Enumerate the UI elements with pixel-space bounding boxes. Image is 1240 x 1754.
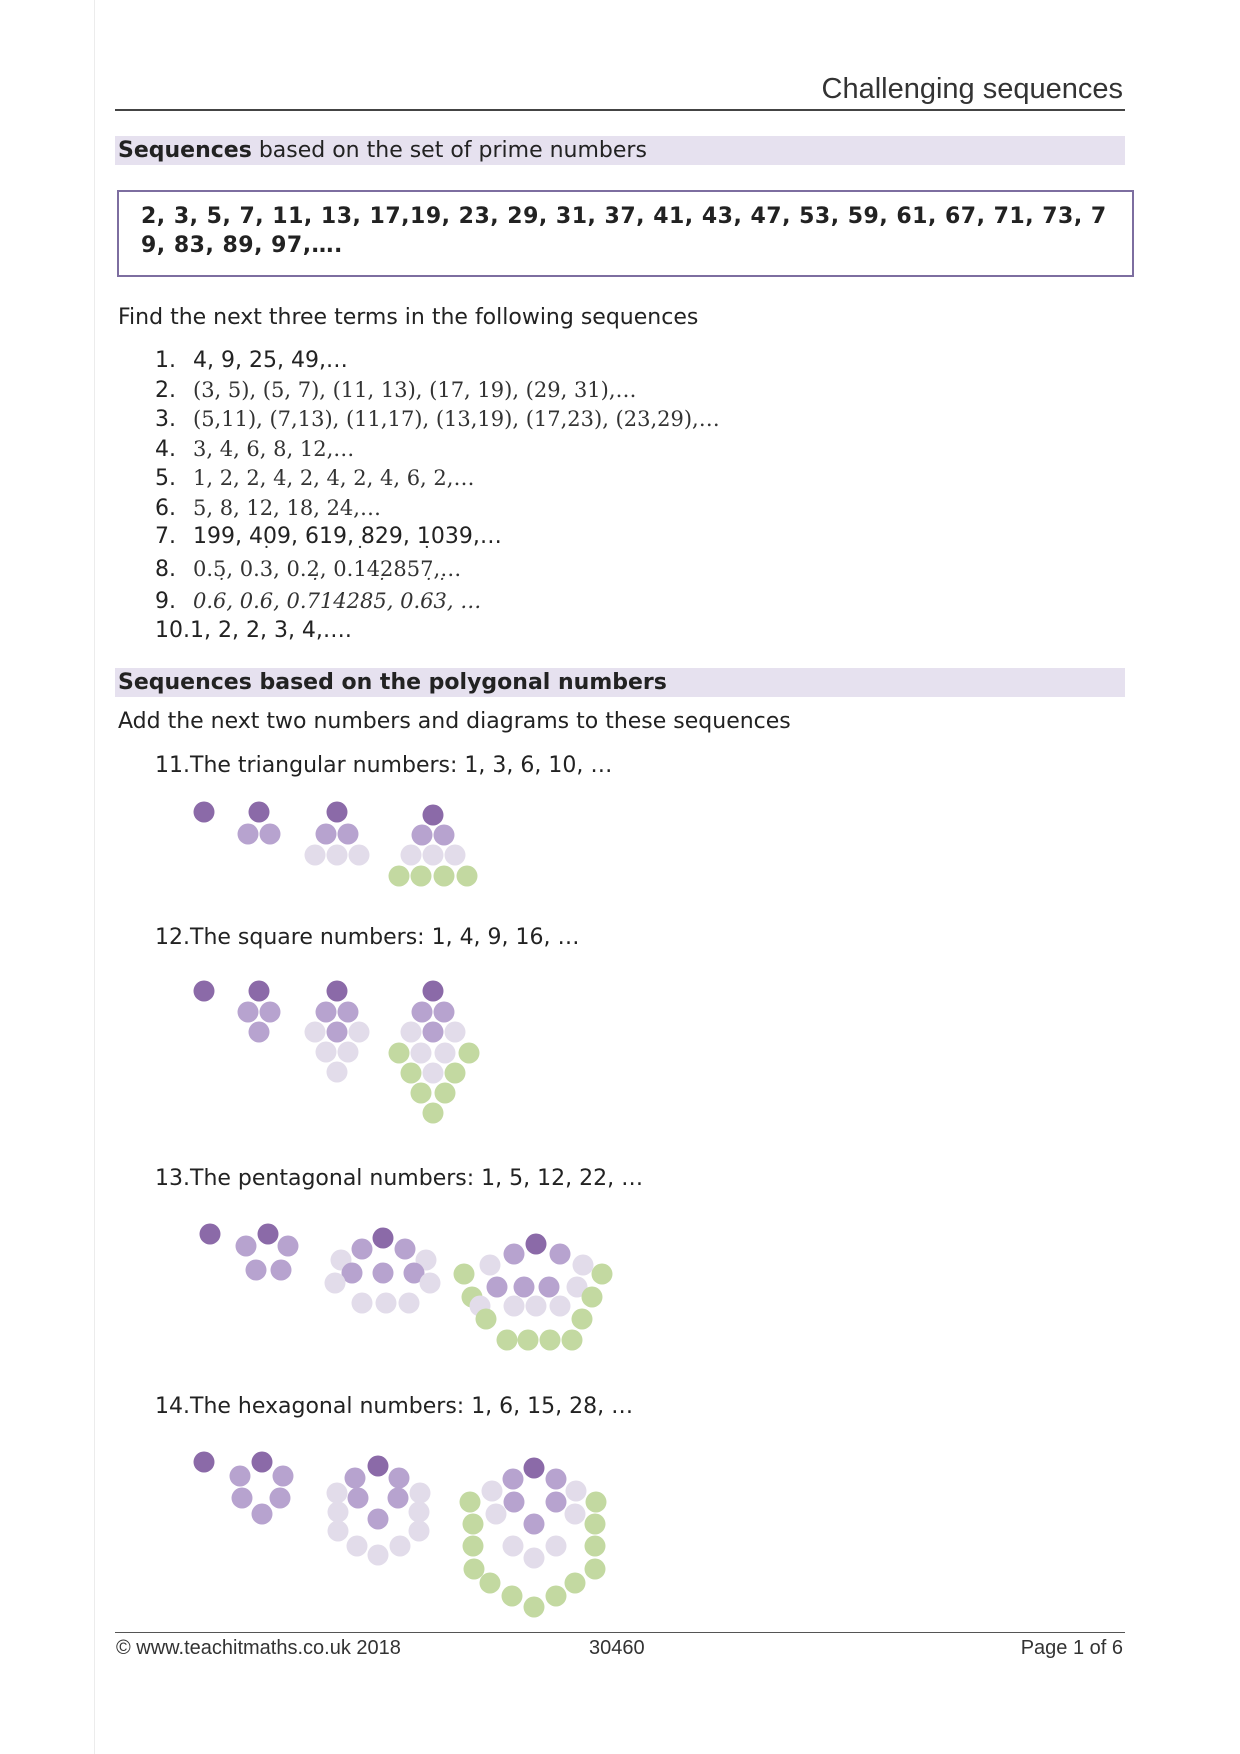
question-14: 14.The hexagonal numbers: 1, 6, 15, 28, … xyxy=(155,1394,634,1419)
dot xyxy=(249,1022,270,1043)
dot xyxy=(349,845,370,866)
dot xyxy=(566,1481,587,1502)
question-7: 7. 199, 409, 619, 829, 1039,… xyxy=(155,524,502,549)
dot xyxy=(504,1296,525,1317)
dot xyxy=(435,1083,456,1104)
square-dot-diagram xyxy=(194,981,480,1124)
dot xyxy=(327,1483,348,1504)
dot xyxy=(368,1456,389,1477)
question-8: 8. 0.5, 0.3 ˙, 0.2, 0.1 ˙42857 ˙,… xyxy=(155,555,720,585)
dot xyxy=(524,1514,545,1535)
question-3: 3. (5,11), (7,13), (11,17), (13,19), (17,23), (23,29),… xyxy=(155,407,720,432)
dot xyxy=(463,1514,484,1535)
dot xyxy=(258,1224,279,1245)
dot xyxy=(482,1481,503,1502)
recurring-decimals-9: 0.6 ˙, 0.6, 0.7 ˙14285 ˙, 0.6 ˙3 ˙, … xyxy=(193,589,481,613)
footer-page: Page 1 of 6 xyxy=(1020,1637,1123,1659)
pentagonal-dot-diagram xyxy=(200,1224,613,1351)
dot xyxy=(305,1022,326,1043)
dot xyxy=(585,1536,606,1557)
dot xyxy=(390,1536,411,1557)
dot xyxy=(401,845,422,866)
dot xyxy=(464,1559,485,1580)
dot xyxy=(327,802,348,823)
dot xyxy=(389,866,410,887)
dot xyxy=(328,1502,349,1523)
dot xyxy=(395,1239,416,1260)
dot xyxy=(546,1586,567,1607)
triangular-dot-diagram xyxy=(194,802,478,887)
dot xyxy=(327,845,348,866)
dot xyxy=(200,1224,221,1245)
dot xyxy=(194,1452,215,1473)
dot xyxy=(316,1002,337,1023)
dot xyxy=(349,1022,370,1043)
dot xyxy=(348,1488,369,1509)
dot xyxy=(249,981,270,1002)
dot xyxy=(546,1469,567,1490)
dot xyxy=(486,1504,507,1525)
prompt-add-numbers: Add the next two numbers and diagrams to these sequences xyxy=(118,709,791,734)
dot xyxy=(423,1103,444,1124)
dot xyxy=(399,1293,420,1314)
dot xyxy=(423,1022,444,1043)
dot xyxy=(238,1002,259,1023)
dot xyxy=(249,802,270,823)
dot xyxy=(445,1063,466,1084)
recurring-dot: 1 ˙ xyxy=(353,555,366,584)
dot xyxy=(388,1488,409,1509)
dot xyxy=(305,845,326,866)
dot xyxy=(582,1287,603,1308)
dot xyxy=(502,1586,523,1607)
dot xyxy=(565,1573,586,1594)
question-9: 9. 0.6 ˙, 0.6, 0.7 ˙14285 ˙, 0.6 ˙3 ˙, … xyxy=(155,587,720,617)
question-4: 4. 3, 4, 6, 8, 12,… xyxy=(155,436,355,462)
dot xyxy=(526,1234,547,1255)
dot xyxy=(352,1239,373,1260)
footer-copyright: © www.teachitmaths.co.uk 2018 xyxy=(116,1637,401,1659)
dot xyxy=(376,1293,397,1314)
dot xyxy=(238,824,259,845)
dot xyxy=(463,1536,484,1557)
dot xyxy=(270,1488,291,1509)
recurring-dot: 6 ˙ xyxy=(213,587,226,616)
dot xyxy=(327,981,348,1002)
dot xyxy=(260,824,281,845)
dot xyxy=(328,1521,349,1542)
dot xyxy=(260,1002,281,1023)
question-11: 11.The triangular numbers: 1, 3, 6, 10, … xyxy=(155,753,613,778)
dot xyxy=(480,1573,501,1594)
section-heading-bold: Sequences xyxy=(118,138,252,163)
dot xyxy=(459,1043,480,1064)
dot xyxy=(540,1330,561,1351)
dot xyxy=(524,1548,545,1569)
dot xyxy=(230,1466,251,1487)
dot xyxy=(252,1452,273,1473)
hexagonal-dot-diagram xyxy=(194,1452,607,1618)
dot xyxy=(316,1042,337,1063)
dot xyxy=(586,1492,607,1513)
dot xyxy=(457,866,478,887)
dot xyxy=(503,1536,524,1557)
dot xyxy=(562,1330,583,1351)
dot xyxy=(504,1492,525,1513)
dot xyxy=(514,1277,535,1298)
question-12: 12.The square numbers: 1, 4, 9, 16, … xyxy=(155,925,580,950)
dot xyxy=(504,1244,525,1265)
dot xyxy=(389,1043,410,1064)
dot xyxy=(454,1264,475,1285)
dot xyxy=(585,1559,606,1580)
dot xyxy=(368,1509,389,1530)
dot xyxy=(409,1502,430,1523)
dot xyxy=(526,1296,547,1317)
dot xyxy=(476,1309,497,1330)
dot xyxy=(539,1277,560,1298)
dot xyxy=(423,845,444,866)
dot xyxy=(410,1483,431,1504)
dot xyxy=(411,866,432,887)
dot xyxy=(572,1309,593,1330)
dot xyxy=(373,1228,394,1249)
recurring-dot: 3 ˙ xyxy=(260,555,273,584)
prime-numbers-box: 2, 3, 5, 7, 11, 13, 17,19, 23, 29, 31, 37, 41, 43, 47, 53, 59, 61, 67, 71, 73, 79, 83, 89, 97,…. xyxy=(117,190,1134,277)
question-2: 2. (3, 5), (5, 7), (11, 13), (17, 19), (29, 31),… xyxy=(155,377,637,403)
footer-rule xyxy=(115,1632,1125,1633)
dot xyxy=(347,1536,368,1557)
recurring-dot: 7 ˙ xyxy=(307,587,320,616)
dot xyxy=(338,1042,359,1063)
page-title: Challenging sequences xyxy=(821,73,1123,105)
dot xyxy=(423,981,444,1002)
dot xyxy=(420,1273,441,1294)
dot xyxy=(352,1293,373,1314)
dot xyxy=(550,1296,571,1317)
question-13: 13.The pentagonal numbers: 1, 5, 12, 22, … xyxy=(155,1166,644,1191)
dot xyxy=(412,825,433,846)
section-heading-rest: based on the set of prime numbers xyxy=(251,138,647,163)
dot xyxy=(445,845,466,866)
dot xyxy=(338,1002,359,1023)
dot xyxy=(592,1264,613,1285)
dot xyxy=(194,802,215,823)
dot xyxy=(411,1043,432,1064)
question-10: 10.1, 2, 2, 3, 4,…. xyxy=(155,617,352,643)
recurring-dot: 3 ˙ xyxy=(434,587,447,616)
dot xyxy=(460,1492,481,1513)
dot xyxy=(246,1260,267,1281)
dot xyxy=(546,1536,567,1557)
dot xyxy=(232,1488,253,1509)
dot xyxy=(423,805,444,826)
footer-code: 30460 xyxy=(589,1637,645,1659)
dot xyxy=(434,1002,455,1023)
dot xyxy=(546,1492,567,1513)
dot xyxy=(434,825,455,846)
dot xyxy=(327,1022,348,1043)
dot xyxy=(524,1597,545,1618)
dot xyxy=(434,866,455,887)
section-heading-polygonal: Sequences based on the polygonal numbers xyxy=(115,668,1125,697)
recurring-dot: 7 ˙ xyxy=(420,555,433,584)
prompt-find-terms: Find the next three terms in the following sequences xyxy=(118,305,699,330)
dot xyxy=(373,1263,394,1284)
dot xyxy=(278,1236,299,1257)
dot xyxy=(573,1255,594,1276)
dot xyxy=(401,1063,422,1084)
dot xyxy=(236,1236,257,1257)
recurring-decimals-8: 0.5, 0.3 ˙, 0.2, 0.1 ˙42857 ˙,… xyxy=(193,557,461,581)
question-1: 1. 4, 9, 25, 49,… xyxy=(155,348,348,373)
dot xyxy=(565,1504,586,1525)
dot xyxy=(550,1244,571,1265)
dot xyxy=(518,1330,539,1351)
dot xyxy=(316,824,337,845)
dot xyxy=(503,1469,524,1490)
dot xyxy=(412,1002,433,1023)
dot xyxy=(524,1458,545,1479)
dot xyxy=(409,1521,430,1542)
dot xyxy=(338,824,359,845)
dot xyxy=(327,1062,348,1083)
dot xyxy=(487,1277,508,1298)
dot xyxy=(585,1514,606,1535)
dot xyxy=(435,1043,456,1064)
dot xyxy=(411,1083,432,1104)
dot xyxy=(345,1468,366,1489)
question-6: 6. 5, 8, 12, 18, 24,… xyxy=(155,495,381,521)
question-5: 5. 1, 2, 2, 4, 2, 4, 2, 4, 6, 2,… xyxy=(155,466,475,491)
dot xyxy=(497,1330,518,1351)
dot xyxy=(480,1255,501,1276)
dot xyxy=(423,1063,444,1084)
recurring-dot: 5 ˙ xyxy=(373,587,386,616)
dot xyxy=(368,1545,389,1566)
recurring-dot: 6 ˙ xyxy=(420,587,433,616)
dot xyxy=(445,1022,466,1043)
dot xyxy=(271,1260,292,1281)
dot xyxy=(252,1504,273,1525)
dot xyxy=(401,1022,422,1043)
dot xyxy=(389,1468,410,1489)
dot xyxy=(325,1273,346,1294)
dot xyxy=(273,1466,294,1487)
dot xyxy=(194,981,215,1002)
